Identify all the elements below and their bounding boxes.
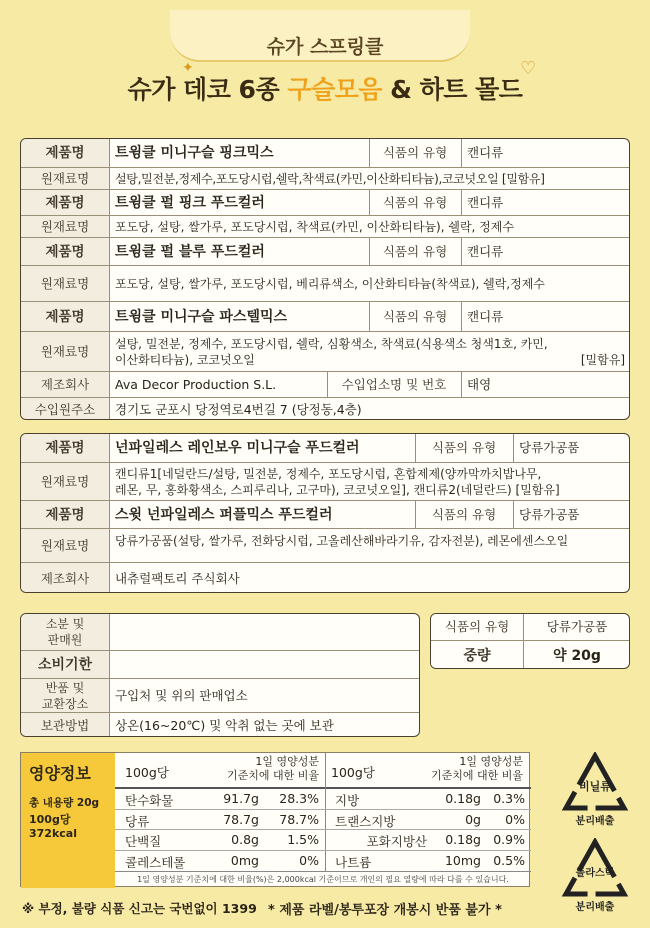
product-name-label: 제품명 bbox=[21, 302, 109, 332]
import-address-label: 수입원주소 bbox=[21, 398, 109, 420]
footer-report: ※ 부정, 불량 식품 신고는 국번없이 1399 bbox=[22, 901, 257, 916]
nutrient-row bbox=[325, 851, 531, 872]
product-name: 트윙클 펄 핑크 푸드컬러 bbox=[115, 195, 265, 211]
maker-row bbox=[21, 371, 629, 398]
title-part-a: 슈가 데코 6종 bbox=[127, 75, 288, 104]
import-address-row bbox=[21, 397, 629, 420]
storage-row bbox=[21, 712, 419, 737]
food-type-label: 식품의 유형 bbox=[415, 434, 513, 462]
nutrient-dv: 1.5% bbox=[287, 832, 319, 847]
nutrient-dv: 0% bbox=[505, 811, 525, 827]
nutrient-row bbox=[115, 851, 325, 872]
storage-label: 보관방법 bbox=[21, 713, 109, 737]
importer-label: 수입업소명 및 번호 bbox=[327, 372, 461, 398]
ingredients: 포도당, 설탕, 쌀가루, 포도당시럽, 베리류색소, 이산화티타늄(착색료), 쉘락,정제수 bbox=[115, 277, 545, 291]
product-row bbox=[21, 189, 629, 216]
weight-table bbox=[430, 613, 630, 669]
ingredients-row bbox=[21, 215, 629, 238]
nutrient-amount: 10mg bbox=[444, 852, 481, 868]
recycle-material: 비닐류 bbox=[579, 780, 611, 793]
product-name-label: 제품명 bbox=[21, 190, 109, 216]
seller-table bbox=[20, 613, 420, 737]
nutrition-kcal: 372kcal bbox=[29, 827, 77, 840]
ingredients-label: 원재료명 bbox=[21, 332, 109, 372]
nutrient-name: 콜레스테롤 bbox=[125, 854, 186, 870]
nutrient-amount: 91.7g bbox=[223, 791, 259, 806]
product-name-label: 제품명 bbox=[21, 238, 109, 266]
nutrient-dv: 0.9% bbox=[493, 832, 525, 847]
star-icon: ✦ bbox=[182, 60, 194, 76]
food-type-label: 식품의 유형 bbox=[369, 139, 461, 167]
food-type-label: 식품의 유형 bbox=[415, 501, 513, 529]
product-name-label: 제품명 bbox=[21, 501, 109, 529]
nutrient-name: 포화지방산 bbox=[366, 834, 427, 849]
recycle-label: 분리배출 bbox=[575, 816, 615, 827]
title-part-b: 구슬모음 bbox=[287, 75, 382, 104]
ingredients-label: 원재료명 bbox=[21, 266, 109, 302]
ingredients-line-2a: 이산화티타늄), 코코넛오일 bbox=[115, 353, 255, 367]
nutrient-row bbox=[115, 830, 325, 851]
storage: 상온(16~20℃) 및 악취 없는 곳에 보관 bbox=[115, 718, 334, 733]
food-type-label: 식품의 유형 bbox=[431, 614, 523, 640]
expiry-row bbox=[21, 650, 419, 679]
origin: 태영 bbox=[467, 377, 492, 392]
exchange: 구입처 및 위의 판매업소 bbox=[115, 688, 248, 703]
seller bbox=[109, 614, 420, 650]
nutrient-row bbox=[325, 789, 531, 810]
product-row bbox=[21, 500, 629, 529]
nutrient-amount: 78.7g bbox=[223, 811, 259, 827]
maker-label: 제조회사 bbox=[21, 372, 109, 398]
ingredients-line-1: 캔디류1[네덜란드/설탕, 밀전분, 정제수, 포도당시럽, 혼합제제(양까막까치밥나무, bbox=[115, 467, 542, 481]
footer-no-return: * 제품 라벨/봉투포장 개봉시 반품 불가 * bbox=[268, 903, 502, 918]
product-row bbox=[21, 237, 629, 266]
nutrient-amount: 0mg bbox=[230, 852, 259, 868]
food-type: 당류가공품 bbox=[519, 440, 580, 455]
expiry bbox=[109, 651, 420, 679]
exchange-label: 반품 및 교환장소 bbox=[21, 679, 109, 713]
nutrient-row bbox=[325, 810, 531, 831]
product-row bbox=[21, 434, 629, 462]
weight-label: 중량 bbox=[431, 641, 523, 669]
food-type: 캔디류 bbox=[467, 195, 504, 210]
nutrient-amount: 0.8g bbox=[231, 832, 259, 847]
nutrient-row bbox=[325, 830, 531, 851]
col-per: 100g당 bbox=[125, 765, 169, 780]
food-type: 당류가공품 bbox=[546, 619, 608, 634]
nutrition-panel bbox=[20, 752, 530, 887]
nutrient-dv: 0.3% bbox=[493, 791, 525, 806]
ingredients-label: 원재료명 bbox=[21, 168, 109, 190]
nutrient-row bbox=[115, 810, 325, 831]
ingredients-row bbox=[21, 462, 629, 501]
ingredients-line-1: 설탕, 밀전분, 정제수, 포도당시럽, 쉘락, 심황색소, 착색료(식용색소 청색1호, 카민, bbox=[115, 337, 548, 351]
nutrition-summary bbox=[21, 753, 115, 888]
ingredients bbox=[109, 463, 630, 501]
ingredients: 포도당, 설탕, 쌀가루, 포도당시럽, 착색료(카민, 이산화티타늄), 쉘락, 정제수 bbox=[115, 220, 514, 234]
nutrient-name: 트랜스지방 bbox=[335, 813, 396, 829]
recycle-vinyl bbox=[560, 752, 630, 827]
food-type: 당류가공품 bbox=[519, 507, 580, 522]
col-per-right: 100g당 bbox=[331, 765, 375, 780]
ingredients: 설탕,밀전분,정제수,포도당시럽,쉘락,착색료(카민,이산화티타늄),코코넛오일 [밀함유] bbox=[115, 172, 545, 186]
product-name: 트윙클 펄 블루 푸드컬러 bbox=[115, 244, 265, 260]
ingredients-label: 원재료명 bbox=[21, 463, 109, 501]
maker-row bbox=[21, 562, 629, 593]
nutrient-dv: 28.3% bbox=[279, 791, 319, 806]
nutrition-title: 영양정보 bbox=[29, 764, 91, 783]
nutrient-dv: 78.7% bbox=[279, 811, 319, 827]
nutrient-name: 나트륨 bbox=[335, 854, 372, 870]
nutrition-header bbox=[115, 753, 531, 789]
recycle-material: 플라스틱 bbox=[575, 868, 615, 879]
maker: 내츄럴팩토리 주식회사 bbox=[115, 571, 240, 586]
nutrient-name: 단백질 bbox=[125, 834, 162, 849]
nutrient-amount: 0g bbox=[465, 811, 481, 827]
ingredients-row bbox=[21, 331, 629, 372]
food-type: 캔디류 bbox=[467, 244, 504, 259]
title-part-c: & 하트 몰드 bbox=[381, 75, 523, 104]
import-address: 경기도 군포시 당정역로4번길 7 (당정동,4층) bbox=[115, 402, 362, 417]
seller-row bbox=[21, 614, 419, 650]
food-type: 캔디류 bbox=[467, 145, 504, 160]
food-type: 캔디류 bbox=[467, 309, 504, 324]
nutrient-amount: 0.18g bbox=[445, 832, 481, 847]
brand-subtitle: 슈가 스프링클 bbox=[266, 36, 384, 58]
product-name: 트윙클 미니구슬 핑크믹스 bbox=[115, 145, 274, 161]
ingredients-line-2b: [밀함유] bbox=[580, 353, 625, 367]
expiry-label: 소비기한 bbox=[21, 651, 109, 679]
ingredients-label: 원재료명 bbox=[21, 529, 109, 563]
nutrient-row bbox=[115, 789, 325, 810]
nutrient-dv: 0.5% bbox=[493, 852, 525, 868]
heart-icon: ♡ bbox=[520, 58, 537, 79]
type-row bbox=[431, 614, 629, 640]
ingredients-row bbox=[21, 265, 629, 302]
product-title bbox=[0, 70, 650, 106]
weight: 약 20g bbox=[553, 648, 601, 664]
maker: Ava Decor Production S.L. bbox=[115, 377, 277, 392]
ingredients-row bbox=[21, 528, 629, 563]
nutrient-dv: 0% bbox=[299, 852, 319, 868]
recycle-label: 분리배출 bbox=[575, 902, 615, 913]
ingredients bbox=[109, 332, 630, 372]
product-row bbox=[21, 301, 629, 332]
product-name: 넌파일레스 레인보우 미니구슬 푸드컬러 bbox=[115, 440, 360, 456]
nutrition-footnote: 1일 영양성분 기준치에 대한 비율(%)은 2,000kcal 기준이므로 개인의 필요 열량에 따라 다를 수 있습니다. bbox=[115, 871, 531, 888]
col-dv-right: 1일 영양성분 기준치에 대한 비율 bbox=[430, 755, 523, 782]
product-name-label: 제품명 bbox=[21, 434, 109, 462]
product-name-label: 제품명 bbox=[21, 139, 109, 167]
weight-row bbox=[431, 640, 629, 669]
ingredients-row bbox=[21, 167, 629, 190]
maker-label: 제조회사 bbox=[21, 563, 109, 593]
exchange-row bbox=[21, 678, 419, 713]
nutrient-name: 탄수화물 bbox=[125, 793, 174, 808]
col-dv: 1일 영양성분 기준치에 대한 비율 bbox=[226, 755, 319, 782]
nutrient-amount: 0.18g bbox=[445, 791, 481, 806]
food-type-label: 식품의 유형 bbox=[369, 238, 461, 266]
ingredients-line-2 bbox=[115, 352, 625, 368]
product-name: 스윗 넌파일레스 퍼플믹스 푸드컬러 bbox=[115, 507, 333, 523]
product-table-2 bbox=[20, 433, 630, 593]
product-row bbox=[21, 139, 629, 167]
nutrition-total: 총 내용량 20g bbox=[29, 797, 100, 809]
seller-label: 소분 및 판매원 bbox=[21, 614, 109, 650]
nutrition-per: 100g당 bbox=[29, 813, 71, 826]
nutrient-name: 지방 bbox=[335, 793, 360, 808]
product-name: 트윙클 미니구슬 파스텔믹스 bbox=[115, 309, 288, 325]
nutrient-name: 당류 bbox=[125, 813, 150, 829]
product-table-1 bbox=[20, 138, 630, 420]
food-type-label: 식품의 유형 bbox=[369, 302, 461, 332]
ingredients-line-2: 레몬, 무, 홍화황색소, 스피루리나, 고구마), 코코넛오일], 캔디류2(네덜란드) [밀함유] bbox=[115, 483, 560, 497]
food-type-label: 식품의 유형 bbox=[369, 190, 461, 216]
ingredients: 당류가공품(설탕, 쌀가루, 전화당시럽, 고올레산해바라기유, 감자전분), 레몬에센스오일 bbox=[115, 534, 569, 548]
ingredients-label: 원재료명 bbox=[21, 216, 109, 238]
recycle-plastic bbox=[560, 838, 630, 913]
